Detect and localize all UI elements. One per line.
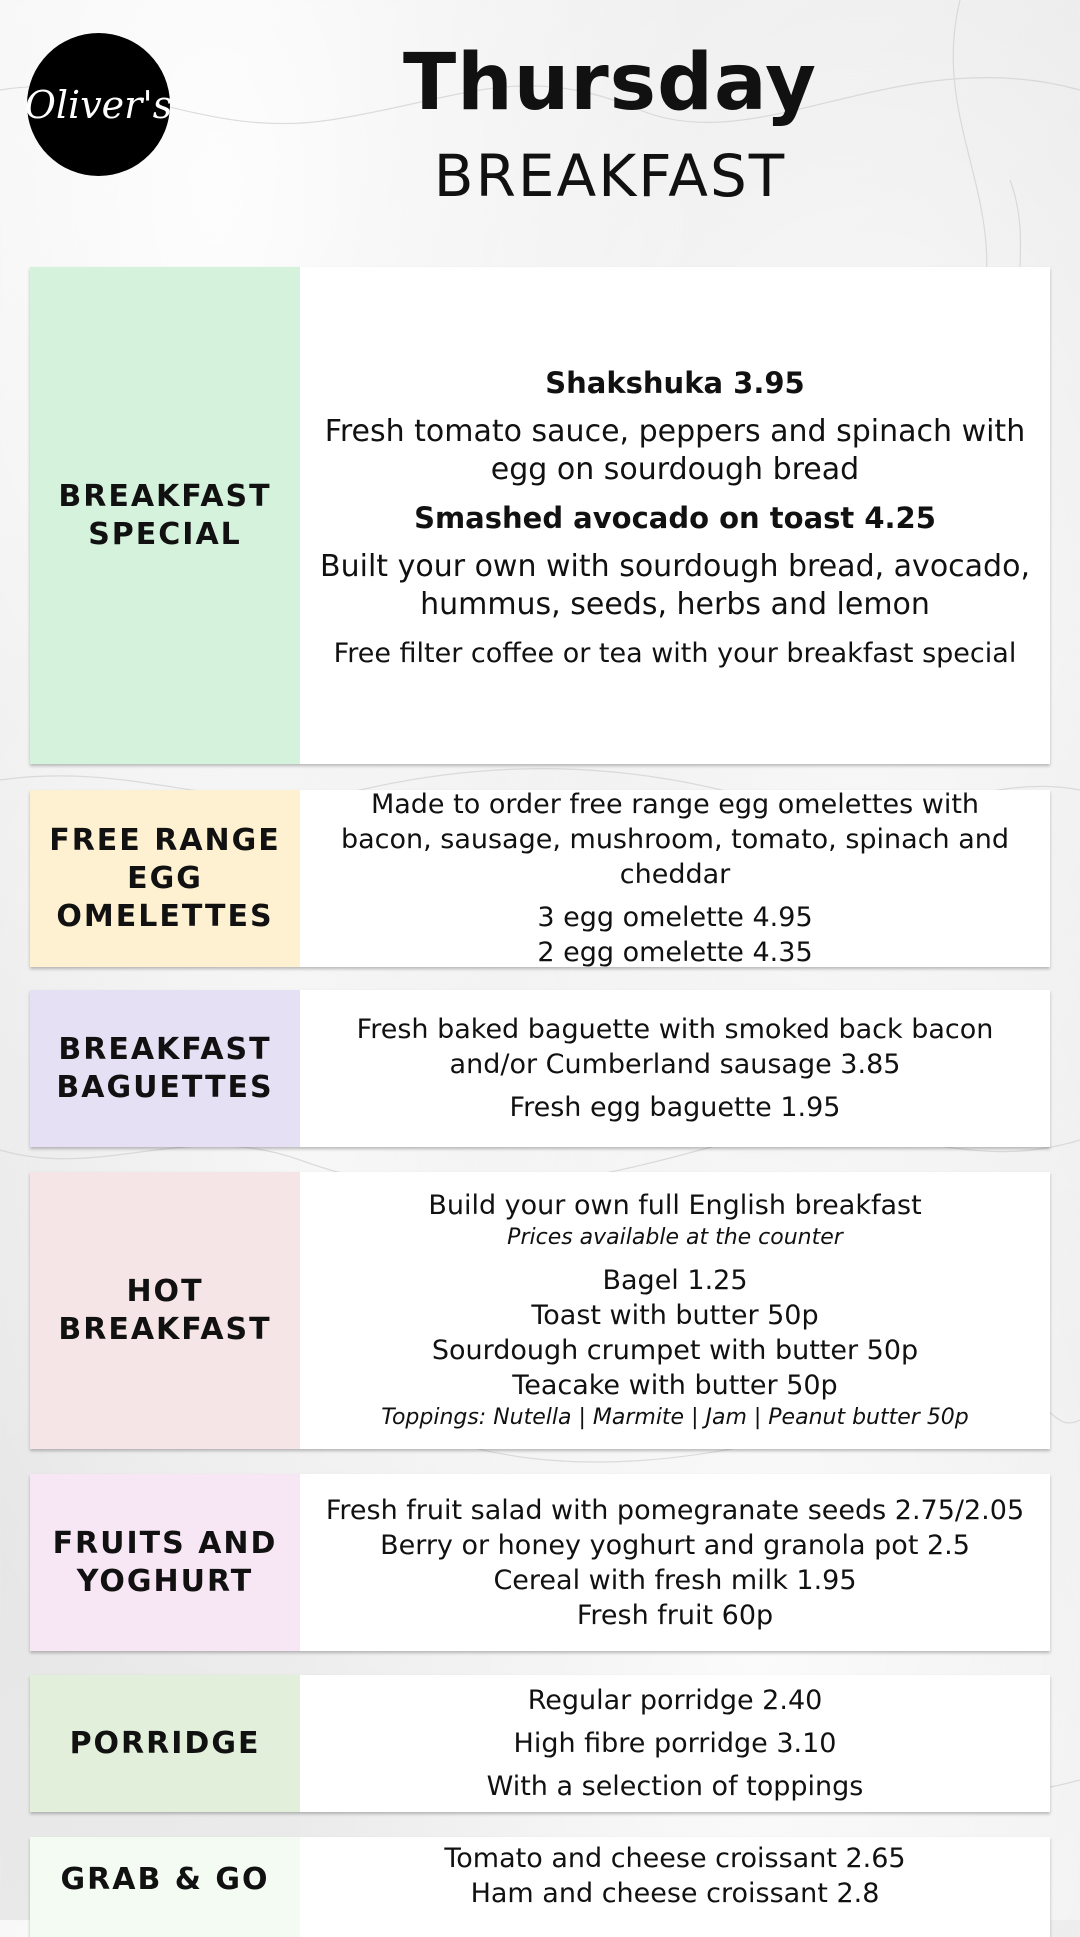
section-items — [300, 1837, 1050, 1937]
menu-item: Toast with butter 50p — [531, 1300, 819, 1331]
menu-item: Cereal with fresh milk 1.95 — [493, 1564, 857, 1596]
offer-note: Free filter coffee or tea with your breakfast special — [333, 638, 1017, 669]
section-items — [300, 1172, 1050, 1449]
meal-subtitle: BREAKFAST — [433, 142, 787, 210]
toppings-note: Toppings: Nutella | Marmite | Jam | Peanut butter 50p — [381, 1405, 969, 1430]
section-omelettes — [30, 790, 1050, 967]
menu-item: Ham and cheese croissant 2.8 — [470, 1878, 880, 1909]
menu-item: 3 egg omelette 4.95 — [537, 902, 813, 933]
section-grab-go — [30, 1837, 1050, 1937]
section-fruits-yoghurt — [30, 1474, 1050, 1651]
menu-item: Regular porridge 2.40 — [527, 1685, 823, 1716]
section-items — [300, 1474, 1050, 1651]
menu-item: 2 egg omelette 4.35 — [537, 937, 813, 968]
menu-item-description: Fresh baked baguette with smoked back bacon and/or Cumberland sausage 3.85 — [356, 1014, 994, 1080]
menu-item-title: Shakshuka 3.95 — [545, 366, 805, 400]
category-label: BREAKFAST SPECIAL — [30, 267, 300, 764]
section-porridge — [30, 1675, 1050, 1812]
menu-item: High fibre porridge 3.10 — [513, 1728, 837, 1759]
menu-item: Sourdough crumpet with butter 50p — [431, 1335, 919, 1366]
section-hot-breakfast — [30, 1172, 1050, 1449]
category-label: FREE RANGE EGG OMELETTES — [30, 790, 300, 967]
menu-item: Bagel 1.25 — [602, 1265, 748, 1296]
section-baguettes — [30, 990, 1050, 1147]
menu-item-description: Built your own with sourdough bread, avocado, hummus, seeds, herbs and lemon — [320, 549, 1030, 622]
page-title: Thursday — [402, 38, 818, 128]
category-label: FRUITS AND YOGHURT — [30, 1474, 300, 1651]
category-label: GRAB & GO — [30, 1837, 300, 1937]
category-label: BREAKFAST BAGUETTES — [30, 990, 300, 1147]
section-items — [300, 990, 1050, 1147]
menu-item: Teacake with butter 50p — [512, 1370, 838, 1401]
section-breakfast-special — [30, 267, 1050, 764]
menu-item: Fresh fruit 60p — [576, 1599, 774, 1631]
section-items — [300, 267, 1050, 764]
menu-item: Fresh fruit salad with pomegranate seeds 2.75/2.05 — [325, 1494, 1025, 1526]
price-note: Prices available at the counter — [507, 1225, 843, 1250]
menu-item-description: Made to order free range egg omelettes with bacon, sausage, mushroom, tomato, spinach and cheddar — [340, 789, 1010, 890]
menu-item: Build your own full English breakfast — [428, 1190, 922, 1221]
menu-item: Tomato and cheese croissant 2.65 — [444, 1843, 906, 1874]
logo-text: Oliver's — [24, 82, 173, 127]
section-items — [300, 1675, 1050, 1812]
menu-item: Fresh egg baguette 1.95 — [509, 1092, 841, 1123]
category-label: PORRIDGE — [30, 1675, 300, 1812]
section-items — [300, 790, 1050, 967]
menu-item-title: Smashed avocado on toast 4.25 — [414, 501, 936, 535]
menu-item: With a selection of toppings — [486, 1771, 864, 1802]
category-label: HOT BREAKFAST — [30, 1172, 300, 1449]
menu-item-description: Fresh tomato sauce, peppers and spinach with egg on sourdough bread — [324, 414, 1026, 487]
menu-item: Berry or honey yoghurt and granola pot 2.5 — [380, 1529, 970, 1561]
